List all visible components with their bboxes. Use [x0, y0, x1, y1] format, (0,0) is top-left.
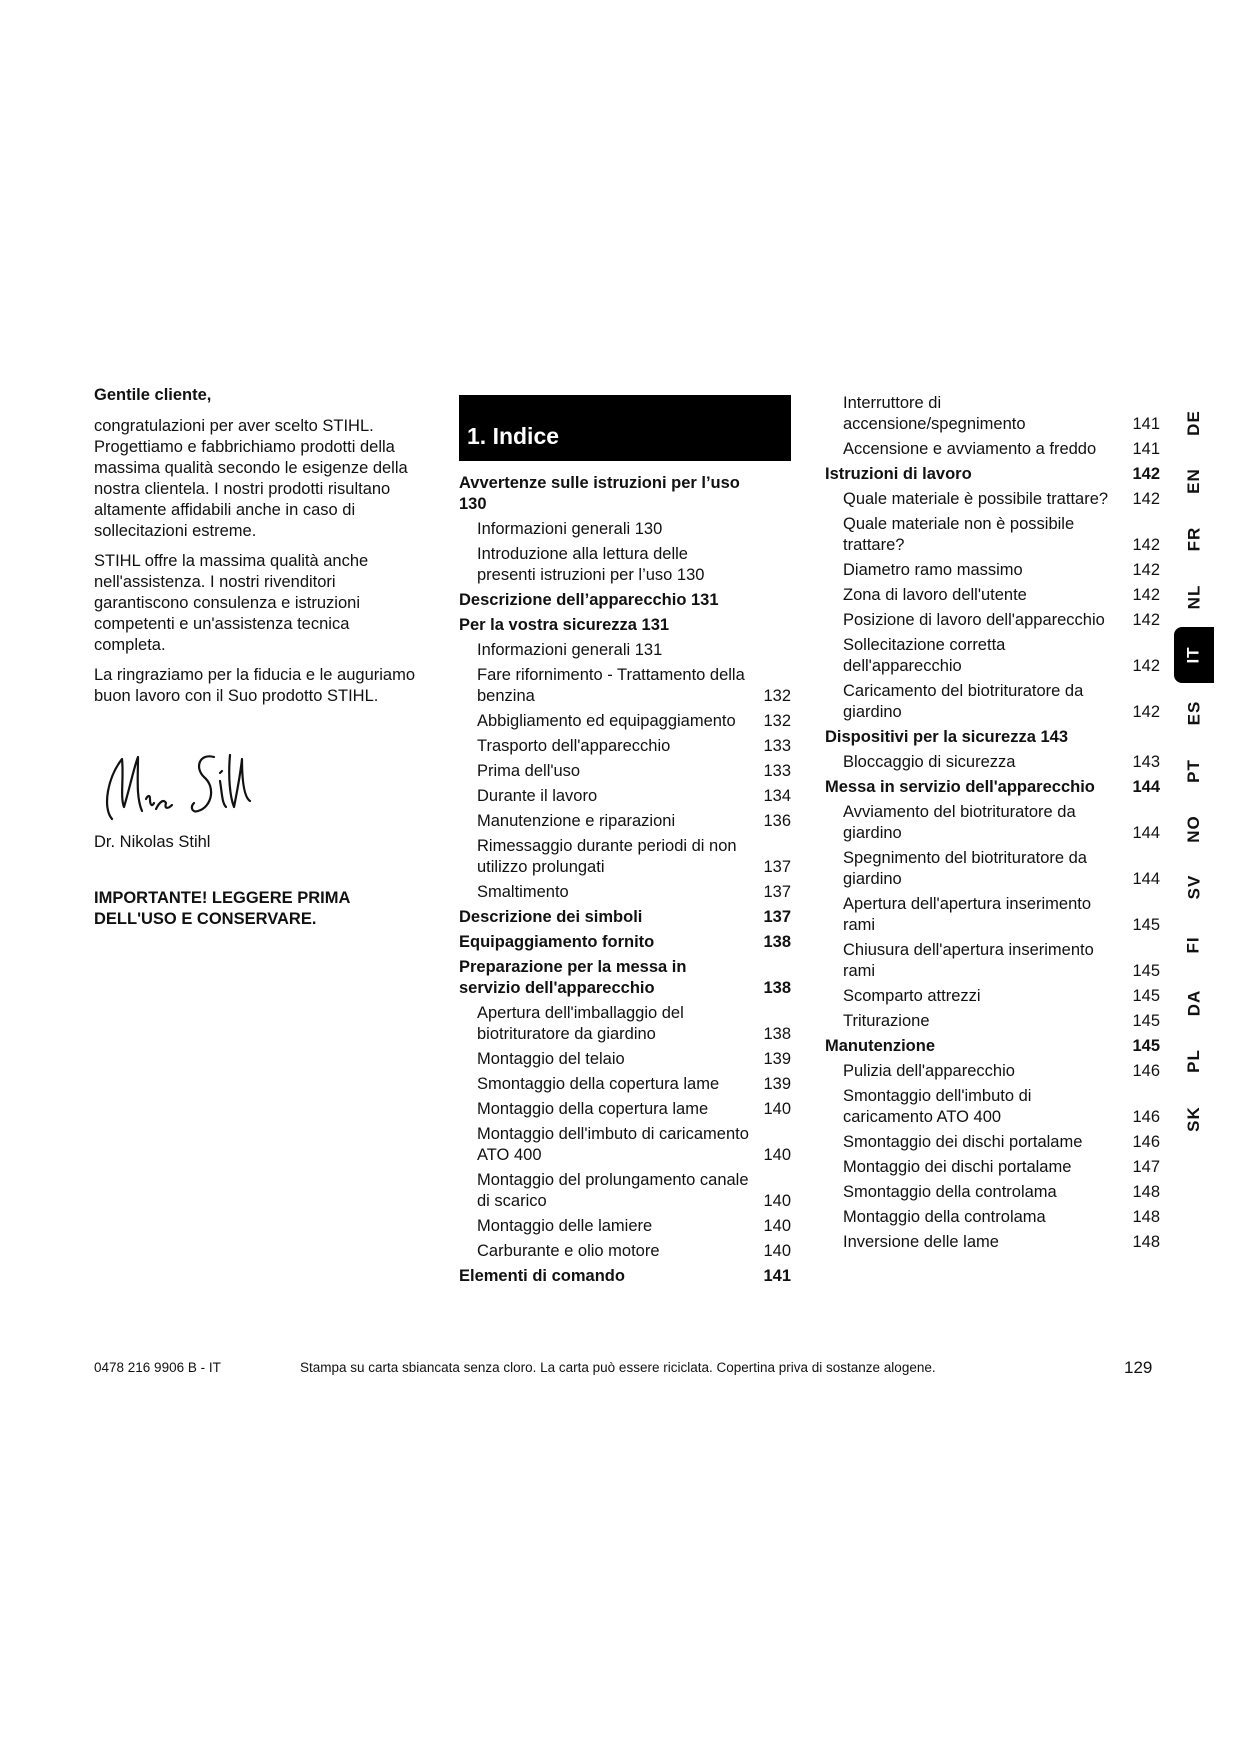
- toc-entry-title: Rimessaggio durante periodi di non utilizzo prolungati: [477, 837, 737, 876]
- toc-entry-title: Elementi di comando: [459, 1267, 625, 1285]
- toc-subsection-entry: [825, 610, 1160, 631]
- toc-column-left: [459, 473, 791, 1291]
- toc-subsection-entry: [825, 1061, 1160, 1082]
- toc-entry-title: Sollecitazione corretta dell'apparecchio: [843, 636, 1006, 675]
- toc-section-entry: [459, 907, 791, 928]
- toc-entry-page: 146: [1132, 1133, 1160, 1151]
- toc-subsection-entry: [459, 811, 791, 832]
- toc-entry-title: Avvertenze sulle istruzioni per l’uso 130: [459, 474, 740, 513]
- toc-entry-title: Montaggio della controlama: [843, 1208, 1046, 1226]
- toc-subsection-entry: [459, 882, 791, 903]
- toc-subsection-entry: [825, 986, 1160, 1007]
- toc-subsection-entry: [459, 1049, 791, 1070]
- toc-entry-page: 140: [763, 1242, 791, 1260]
- toc-entry-title: Triturazione: [843, 1012, 930, 1030]
- toc-entry-title: Montaggio dei dischi portalame: [843, 1158, 1072, 1176]
- language-tab-label: PL: [1183, 1049, 1203, 1073]
- toc-entry-title: Carburante e olio motore: [477, 1242, 660, 1260]
- toc-entry-title: Spegnimento del biotrituratore da giardino: [843, 849, 1087, 888]
- toc-subsection-entry: [825, 1086, 1160, 1128]
- toc-entry-page: 133: [763, 762, 791, 780]
- toc-entry-title: Durante il lavoro: [477, 787, 598, 805]
- toc-entry-title: Equipaggiamento fornito: [459, 933, 655, 951]
- toc-entry-page: 136: [763, 812, 791, 830]
- toc-entry-page: 141: [1132, 415, 1160, 433]
- toc-entry-title: Zona di lavoro dell'utente: [843, 586, 1027, 604]
- toc-entry-page: 132: [763, 687, 791, 705]
- toc-entry-page: 141: [763, 1267, 791, 1285]
- toc-entry-page: 147: [1132, 1158, 1160, 1176]
- toc-subsection-entry: [825, 940, 1160, 982]
- toc-entry-title: Caricamento del biotrituratore da giardino: [843, 682, 1084, 721]
- language-tab-pl: [1174, 1033, 1214, 1089]
- toc-section-entry: [825, 1036, 1160, 1057]
- toc-entry-title: Manutenzione e riparazioni: [477, 812, 676, 830]
- toc-subsection-entry: [825, 752, 1160, 773]
- toc-entry-title: Istruzioni di lavoro: [825, 465, 972, 483]
- toc-subsection-entry: [459, 519, 791, 540]
- language-tab-label: ES: [1184, 700, 1203, 726]
- language-tab-label: FR: [1183, 526, 1203, 552]
- toc-entry-title: Preparazione per la messa in servizio dell'apparecchio: [459, 958, 687, 997]
- toc-entry-title: Apertura dell'apertura inserimento rami: [843, 895, 1092, 934]
- toc-entry-page: 148: [1132, 1233, 1160, 1251]
- toc-entry-title: Scomparto attrezzi: [843, 987, 981, 1005]
- toc-entry-title: Smontaggio dell'imbuto di caricamento ATO 400: [843, 1087, 1032, 1126]
- language-tab-label: DA: [1184, 989, 1203, 1017]
- toc-entry-page: 143: [1132, 753, 1160, 771]
- toc-entry-page: 142: [1132, 657, 1160, 675]
- toc-subsection-entry: [825, 439, 1160, 460]
- language-tab-label: NL: [1183, 584, 1203, 610]
- toc-entry-page: 144: [1132, 824, 1160, 842]
- toc-subsection-entry: [825, 635, 1160, 677]
- toc-subsection-entry: [825, 894, 1160, 936]
- toc-subsection-entry: [459, 736, 791, 757]
- toc-subsection-entry: [459, 711, 791, 732]
- toc-entry-title: Manutenzione: [825, 1037, 935, 1055]
- toc-entry-page: 144: [1132, 778, 1160, 796]
- toc-entry-page: 146: [1132, 1062, 1160, 1080]
- toc-entry-title: Quale materiale non è possibile trattare?: [843, 515, 1075, 554]
- toc-subsection-entry: [459, 1241, 791, 1262]
- toc-subsection-entry: [459, 761, 791, 782]
- toc-section-entry: [825, 727, 1160, 748]
- toc-entry-page: 140: [763, 1192, 791, 1210]
- toc-subsection-entry: [825, 1132, 1160, 1153]
- toc-subsection-entry: [825, 585, 1160, 606]
- toc-entry-page: 141: [1132, 440, 1160, 458]
- language-tab-es: [1174, 685, 1214, 741]
- welcome-letter: [94, 385, 424, 930]
- toc-entry-page: 134: [763, 787, 791, 805]
- toc-entry-title: Montaggio della copertura lame: [477, 1100, 709, 1118]
- language-tab-da: [1174, 975, 1214, 1031]
- page-number: 129: [1124, 1358, 1153, 1377]
- index-header-bar: [459, 395, 791, 461]
- language-tab-label: SK: [1184, 1106, 1203, 1132]
- language-tab-label: EN: [1184, 468, 1203, 494]
- signer-name: Dr. Nikolas Stihl: [94, 833, 211, 851]
- toc-entry-title: Smontaggio della copertura lame: [477, 1075, 720, 1093]
- toc-entry-page: 148: [1132, 1183, 1160, 1201]
- toc-section-entry: [459, 473, 791, 515]
- toc-subsection-entry: [459, 1216, 791, 1237]
- greeting: Gentile cliente,: [94, 386, 212, 404]
- toc-subsection-entry: [825, 681, 1160, 723]
- language-tab-nl: [1174, 569, 1214, 625]
- toc-subsection-entry: [825, 1011, 1160, 1032]
- toc-entry-title: Informazioni generali 131: [477, 641, 663, 659]
- toc-entry-page: 142: [1132, 611, 1160, 629]
- toc-subsection-entry: [825, 1207, 1160, 1228]
- toc-entry-title: Trasporto dell'apparecchio: [477, 737, 671, 755]
- toc-subsection-entry: [459, 640, 791, 661]
- toc-entry-page: 137: [763, 883, 791, 901]
- language-tab-label: PT: [1183, 759, 1203, 783]
- toc-entry-title: Dispositivi per la sicurezza 143: [825, 728, 1069, 746]
- toc-subsection-entry: [825, 1157, 1160, 1178]
- toc-entry-title: Fare rifornimento - Trattamento della benzina: [477, 666, 745, 705]
- language-tab-no: [1174, 801, 1214, 857]
- index-title: 1. Indice: [467, 423, 560, 449]
- toc-entry-page: 138: [763, 933, 791, 951]
- toc-subsection-entry: [825, 560, 1160, 581]
- toc-subsection-entry: [459, 836, 791, 878]
- toc-entry-title: Montaggio del telaio: [477, 1050, 625, 1068]
- toc-section-entry: [459, 957, 791, 999]
- toc-subsection-entry: [825, 848, 1160, 890]
- toc-entry-page: 142: [1132, 490, 1160, 508]
- toc-entry-title: Per la vostra sicurezza 131: [459, 616, 670, 634]
- toc-entry-page: 142: [1132, 536, 1160, 554]
- toc-subsection-entry: [459, 1003, 791, 1045]
- toc-entry-title: Inversione delle lame: [843, 1233, 999, 1251]
- toc-section-entry: [825, 464, 1160, 485]
- toc-entry-title: Apertura dell'imballaggio del biotrituratore da giardino: [477, 1004, 684, 1043]
- paper-note: Stampa su carta sbiancata senza cloro. La carta può essere riciclata. Copertina priva di sostanze alogene.: [300, 1360, 936, 1375]
- toc-entry-title: Smontaggio dei dischi portalame: [843, 1133, 1083, 1151]
- toc-subsection-entry: [825, 393, 1160, 435]
- letter-paragraph: La ringraziamo per la fiducia e le auguriamo buon lavoro con il Suo prodotto STIHL.: [94, 666, 416, 705]
- toc-subsection-entry: [825, 489, 1160, 510]
- toc-entry-title: Smontaggio della controlama: [843, 1183, 1057, 1201]
- toc-entry-page: 137: [763, 908, 791, 926]
- language-tab-sk: [1174, 1091, 1214, 1147]
- toc-entry-page: 133: [763, 737, 791, 755]
- toc-entry-title: Montaggio dell'imbuto di caricamento ATO 400: [477, 1125, 749, 1164]
- toc-entry-page: 145: [1132, 916, 1160, 934]
- toc-entry-page: 138: [763, 979, 791, 997]
- language-tab-pt: [1174, 743, 1214, 799]
- language-tab-label: FI: [1183, 936, 1203, 954]
- language-tab-en: [1174, 453, 1214, 509]
- language-tab-fr: [1174, 511, 1214, 567]
- toc-subsection-entry: [459, 1170, 791, 1212]
- toc-entry-title: Abbigliamento ed equipaggiamento: [477, 712, 736, 730]
- toc-entry-page: 139: [763, 1075, 791, 1093]
- toc-entry-title: Avviamento del biotrituratore da giardino: [843, 803, 1076, 842]
- important-notice: IMPORTANTE! LEGGERE PRIMA DELL'USO E CONSERVARE.: [94, 889, 350, 928]
- toc-entry-title: Diametro ramo massimo: [843, 561, 1023, 579]
- letter-paragraph: congratulazioni per aver scelto STIHL. Progettiamo e fabbrichiamo prodotti della massima qualità secondo le esigenze della nostra clientela. I nostri prodotti risultano altamente affidabili anche in caso di sollecitazioni estreme.: [94, 417, 408, 540]
- handwritten-signature: [94, 737, 264, 832]
- toc-entry-page: 132: [763, 712, 791, 730]
- toc-entry-page: 145: [1132, 1037, 1160, 1055]
- toc-entry-page: 139: [763, 1050, 791, 1068]
- language-tab-label: IT: [1183, 646, 1203, 664]
- toc-entry-page: 145: [1132, 987, 1160, 1005]
- signature-image: [94, 737, 424, 832]
- toc-entry-page: 140: [763, 1100, 791, 1118]
- toc-entry-title: Montaggio del prolungamento canale di scarico: [477, 1171, 749, 1210]
- toc-entry-page: 146: [1132, 1108, 1160, 1126]
- toc-subsection-entry: [459, 1124, 791, 1166]
- toc-entry-page: 148: [1132, 1208, 1160, 1226]
- toc-subsection-entry: [825, 514, 1160, 556]
- language-tab-it: [1174, 627, 1214, 683]
- letter-paragraph: STIHL offre la massima qualità anche nell'assistenza. I nostri rivenditori garantiscono consulenza e istruzioni competenti e un'assistenza tecnica completa.: [94, 552, 369, 654]
- toc-subsection-entry: [825, 802, 1160, 844]
- toc-entry-title: Informazioni generali 130: [477, 520, 663, 538]
- toc-entry-page: 142: [1132, 561, 1160, 579]
- toc-subsection-entry: [459, 544, 791, 586]
- toc-entry-page: 142: [1132, 586, 1160, 604]
- toc-entry-title: Bloccaggio di sicurezza: [843, 753, 1016, 771]
- toc-section-entry: [459, 615, 791, 636]
- toc-entry-title: Montaggio delle lamiere: [477, 1217, 653, 1235]
- toc-section-entry: [825, 777, 1160, 798]
- toc-entry-page: 138: [763, 1025, 791, 1043]
- toc-subsection-entry: [459, 1099, 791, 1120]
- toc-entry-page: 140: [763, 1146, 791, 1164]
- toc-entry-title: Accensione e avviamento a freddo: [843, 440, 1097, 458]
- toc-entry-title: Introduzione alla lettura delle presenti istruzioni per l’uso 130: [477, 545, 705, 584]
- toc-subsection-entry: [459, 786, 791, 807]
- toc-entry-title: Prima dell'uso: [477, 762, 581, 780]
- language-tab-de: [1174, 395, 1214, 451]
- toc-entry-page: 145: [1132, 1012, 1160, 1030]
- toc-entry-page: 140: [763, 1217, 791, 1235]
- toc-entry-title: Descrizione dell’apparecchio 131: [459, 591, 719, 609]
- toc-entry-title: Chiusura dell'apertura inserimento rami: [843, 941, 1094, 980]
- toc-entry-page: 144: [1132, 870, 1160, 888]
- toc-entry-title: Interruttore di accensione/spegnimento: [843, 394, 1026, 433]
- language-tab-sv: [1174, 859, 1214, 915]
- toc-section-entry: [459, 590, 791, 611]
- language-tab-label: DE: [1184, 410, 1203, 436]
- toc-subsection-entry: [825, 1232, 1160, 1253]
- toc-entry-title: Descrizione dei simboli: [459, 908, 643, 926]
- toc-entry-title: Messa in servizio dell'apparecchio: [825, 778, 1095, 796]
- toc-column-right: [825, 393, 1160, 1257]
- toc-entry-page: 142: [1132, 465, 1160, 483]
- language-tab-label: SV: [1184, 874, 1203, 900]
- toc-entry-title: Pulizia dell'apparecchio: [843, 1062, 1015, 1080]
- toc-entry-page: 142: [1132, 703, 1160, 721]
- toc-section-entry: [459, 932, 791, 953]
- toc-section-entry: [459, 1266, 791, 1287]
- toc-entry-page: 137: [763, 858, 791, 876]
- toc-entry-title: Smaltimento: [477, 883, 569, 901]
- document-code: 0478 216 9906 B - IT: [94, 1360, 221, 1375]
- language-tab-fi: [1174, 917, 1214, 973]
- toc-entry-page: 145: [1132, 962, 1160, 980]
- toc-entry-title: Posizione di lavoro dell'apparecchio: [843, 611, 1105, 629]
- language-tab-label: NO: [1184, 815, 1203, 843]
- toc-subsection-entry: [825, 1182, 1160, 1203]
- toc-subsection-entry: [459, 665, 791, 707]
- toc-subsection-entry: [459, 1074, 791, 1095]
- toc-entry-title: Quale materiale è possibile trattare?: [843, 490, 1109, 508]
